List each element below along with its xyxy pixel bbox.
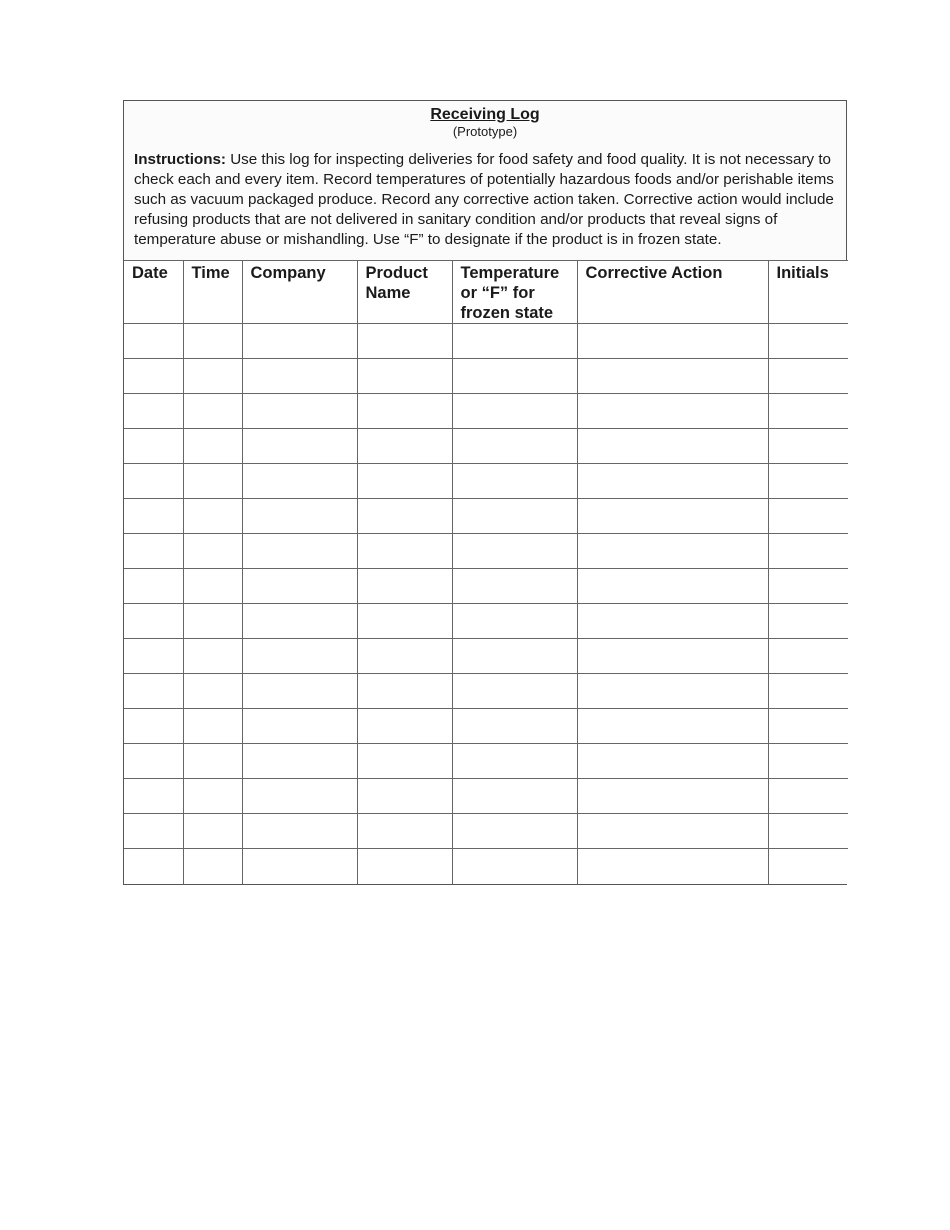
cell-time[interactable] <box>183 324 242 359</box>
cell-corrective-action[interactable] <box>577 499 768 534</box>
cell-product-name[interactable] <box>357 639 452 674</box>
table-row <box>124 499 848 534</box>
table-row <box>124 744 848 779</box>
cell-date[interactable] <box>124 779 183 814</box>
cell-product-name[interactable] <box>357 359 452 394</box>
cell-time[interactable] <box>183 499 242 534</box>
cell-date[interactable] <box>124 394 183 429</box>
cell-time[interactable] <box>183 569 242 604</box>
cell-temperature[interactable] <box>452 534 577 569</box>
cell-product-name[interactable] <box>357 604 452 639</box>
document-subtitle: (Prototype) <box>452 124 518 139</box>
cell-company[interactable] <box>242 394 357 429</box>
cell-temperature[interactable] <box>452 814 577 849</box>
table-row <box>124 604 848 639</box>
cell-corrective-action[interactable] <box>577 359 768 394</box>
cell-corrective-action[interactable] <box>577 604 768 639</box>
cell-time[interactable] <box>183 604 242 639</box>
cell-product-name[interactable] <box>357 499 452 534</box>
cell-company[interactable] <box>242 464 357 499</box>
cell-initials[interactable] <box>768 779 848 814</box>
cell-time[interactable] <box>183 779 242 814</box>
cell-temperature[interactable] <box>452 394 577 429</box>
cell-corrective-action[interactable] <box>577 569 768 604</box>
cell-corrective-action[interactable] <box>577 394 768 429</box>
document-title: Receiving Log <box>430 106 540 123</box>
cell-date[interactable] <box>124 534 183 569</box>
cell-date[interactable] <box>124 429 183 464</box>
cell-initials[interactable] <box>768 534 848 569</box>
cell-corrective-action[interactable] <box>577 849 768 884</box>
cell-corrective-action[interactable] <box>577 429 768 464</box>
cell-date[interactable] <box>124 849 183 884</box>
cell-product-name[interactable] <box>357 849 452 884</box>
cell-initials[interactable] <box>768 744 848 779</box>
cell-temperature[interactable] <box>452 359 577 394</box>
cell-date[interactable] <box>124 359 183 394</box>
cell-product-name[interactable] <box>357 394 452 429</box>
cell-time[interactable] <box>183 464 242 499</box>
table-row <box>124 359 848 394</box>
cell-company[interactable] <box>242 429 357 464</box>
cell-time[interactable] <box>183 849 242 884</box>
cell-temperature[interactable] <box>452 324 577 359</box>
cell-date[interactable] <box>124 464 183 499</box>
table-body <box>124 324 848 884</box>
cell-corrective-action[interactable] <box>577 639 768 674</box>
cell-product-name[interactable] <box>357 814 452 849</box>
cell-date[interactable] <box>124 569 183 604</box>
cell-corrective-action[interactable] <box>577 744 768 779</box>
cell-company[interactable] <box>242 639 357 674</box>
cell-temperature[interactable] <box>452 429 577 464</box>
cell-corrective-action[interactable] <box>577 779 768 814</box>
cell-time[interactable] <box>183 359 242 394</box>
table-row <box>124 394 848 429</box>
cell-product-name[interactable] <box>357 569 452 604</box>
cell-initials[interactable] <box>768 709 848 744</box>
table-row <box>124 814 848 849</box>
cell-date[interactable] <box>124 674 183 709</box>
cell-initials[interactable] <box>768 394 848 429</box>
cell-time[interactable] <box>183 744 242 779</box>
cell-date[interactable] <box>124 744 183 779</box>
cell-date[interactable] <box>124 499 183 534</box>
table-row <box>124 709 848 744</box>
cell-initials[interactable] <box>768 359 848 394</box>
cell-date[interactable] <box>124 639 183 674</box>
cell-corrective-action[interactable] <box>577 709 768 744</box>
cell-temperature[interactable] <box>452 709 577 744</box>
cell-company[interactable] <box>242 709 357 744</box>
cell-temperature[interactable] <box>452 464 577 499</box>
cell-time[interactable] <box>183 674 242 709</box>
cell-time[interactable] <box>183 639 242 674</box>
column-header-temperature: Temperature or “F” for frozen state <box>452 261 577 324</box>
table-row <box>124 464 848 499</box>
cell-product-name[interactable] <box>357 674 452 709</box>
cell-company[interactable] <box>242 674 357 709</box>
receiving-log-table <box>124 260 848 884</box>
cell-company[interactable] <box>242 849 357 884</box>
cell-temperature[interactable] <box>452 849 577 884</box>
cell-initials[interactable] <box>768 569 848 604</box>
cell-initials[interactable] <box>768 429 848 464</box>
table-row <box>124 779 848 814</box>
cell-corrective-action[interactable] <box>577 464 768 499</box>
column-header-time: Time <box>183 261 242 324</box>
cell-product-name[interactable] <box>357 429 452 464</box>
cell-date[interactable] <box>124 324 183 359</box>
cell-company[interactable] <box>242 744 357 779</box>
cell-company[interactable] <box>242 534 357 569</box>
cell-product-name[interactable] <box>357 709 452 744</box>
table-row <box>124 429 848 464</box>
cell-time[interactable] <box>183 394 242 429</box>
table-row <box>124 674 848 709</box>
cell-corrective-action[interactable] <box>577 534 768 569</box>
cell-temperature[interactable] <box>452 499 577 534</box>
cell-initials[interactable] <box>768 464 848 499</box>
cell-company[interactable] <box>242 569 357 604</box>
table-row <box>124 324 848 359</box>
cell-company[interactable] <box>242 814 357 849</box>
cell-corrective-action[interactable] <box>577 674 768 709</box>
form-header <box>124 101 846 260</box>
column-header-initials: Initials <box>768 261 848 324</box>
cell-temperature[interactable] <box>452 639 577 674</box>
cell-time[interactable] <box>183 814 242 849</box>
cell-company[interactable] <box>242 604 357 639</box>
cell-temperature[interactable] <box>452 674 577 709</box>
cell-corrective-action[interactable] <box>577 814 768 849</box>
cell-company[interactable] <box>242 324 357 359</box>
cell-temperature[interactable] <box>452 779 577 814</box>
cell-initials[interactable] <box>768 499 848 534</box>
cell-initials[interactable] <box>768 674 848 709</box>
cell-product-name[interactable] <box>357 534 452 569</box>
table-row <box>124 534 848 569</box>
cell-product-name[interactable] <box>357 779 452 814</box>
column-header-company: Company <box>242 261 357 324</box>
cell-temperature[interactable] <box>452 744 577 779</box>
cell-product-name[interactable] <box>357 464 452 499</box>
cell-temperature[interactable] <box>452 604 577 639</box>
cell-company[interactable] <box>242 779 357 814</box>
column-header-corrective-action: Corrective Action <box>577 261 768 324</box>
column-header-product-name: Product Name <box>357 261 452 324</box>
cell-corrective-action[interactable] <box>577 324 768 359</box>
cell-temperature[interactable] <box>452 569 577 604</box>
cell-initials[interactable] <box>768 324 848 359</box>
instructions-paragraph <box>134 150 836 250</box>
receiving-log-form <box>123 100 847 885</box>
instructions-text: Use this log for inspecting deliveries for food safety and food quality. It is not necessary to check each and every item. Record temperatures of potentially hazardous foods and/or perishable items such as vacuum packaged produce. Record any corrective action taken. Corrective action would include refusing products that are not delivered in sanitary condition and/or products that reveal signs of temperature abuse or mishandling. Use “F” to designate if the product is in frozen state. <box>134 151 834 248</box>
cell-product-name[interactable] <box>357 744 452 779</box>
table-row <box>124 569 848 604</box>
table-row <box>124 639 848 674</box>
cell-time[interactable] <box>183 534 242 569</box>
cell-initials[interactable] <box>768 849 848 884</box>
cell-initials[interactable] <box>768 604 848 639</box>
cell-time[interactable] <box>183 429 242 464</box>
cell-company[interactable] <box>242 499 357 534</box>
cell-initials[interactable] <box>768 814 848 849</box>
cell-time[interactable] <box>183 709 242 744</box>
cell-product-name[interactable] <box>357 324 452 359</box>
table-row <box>124 849 848 884</box>
cell-date[interactable] <box>124 604 183 639</box>
cell-date[interactable] <box>124 709 183 744</box>
column-header-date: Date <box>124 261 183 324</box>
cell-date[interactable] <box>124 814 183 849</box>
cell-company[interactable] <box>242 359 357 394</box>
cell-initials[interactable] <box>768 639 848 674</box>
table-header-row <box>124 261 848 324</box>
instructions-label: Instructions: <box>134 151 226 168</box>
